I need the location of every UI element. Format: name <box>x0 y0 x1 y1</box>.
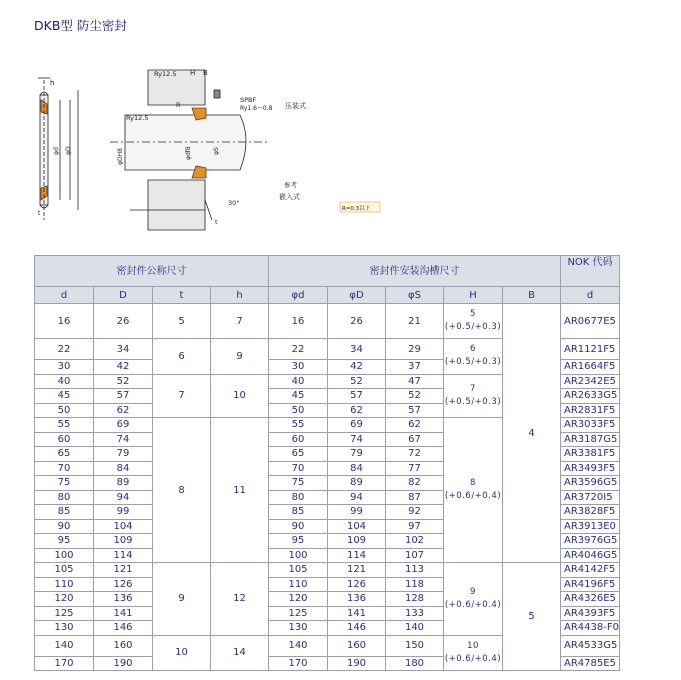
cell-code: AR0677E5 <box>561 304 620 339</box>
cell-code: AR2633G5 <box>561 389 620 404</box>
cell-pd: 110 <box>269 577 328 592</box>
cell-d: 125 <box>35 606 94 621</box>
cell-H <box>444 563 503 636</box>
dimension-table <box>34 255 620 671</box>
cell-pS: 180 <box>386 656 444 671</box>
cell-pd: 55 <box>269 418 328 433</box>
cell-pd: 16 <box>269 304 328 339</box>
dia-S-label: φS <box>213 147 220 155</box>
cell-pD: 74 <box>328 432 386 447</box>
cell-h: 14 <box>211 635 269 671</box>
cell-d: 140 <box>35 635 94 656</box>
cell-pD: 34 <box>328 339 386 360</box>
cell-D: 94 <box>94 490 153 505</box>
cell-d: 65 <box>35 447 94 462</box>
spbf-label: SPBF <box>240 96 257 104</box>
table-row <box>35 304 620 339</box>
cell-pS: 97 <box>386 519 444 534</box>
cell-d: 130 <box>35 621 94 636</box>
cell-pD: 42 <box>328 360 386 375</box>
cell-pD: 26 <box>328 304 386 339</box>
cell-d: 95 <box>35 534 94 549</box>
ref-label: 参考 <box>284 181 297 189</box>
cell-d: 75 <box>35 476 94 491</box>
cell-code: AR2342E5 <box>561 374 620 389</box>
cell-pD: 114 <box>328 548 386 563</box>
cell-t: 7 <box>153 374 211 418</box>
cell-D: 89 <box>94 476 153 491</box>
cell-H <box>444 635 503 671</box>
H-value: 8 <box>470 478 476 488</box>
cell-pD: 84 <box>328 461 386 476</box>
cell-pd: 85 <box>269 505 328 520</box>
cell-pS: 37 <box>386 360 444 375</box>
cell-pd: 100 <box>269 548 328 563</box>
cell-pd: 75 <box>269 476 328 491</box>
cell-code: AR3493F5 <box>561 461 620 476</box>
table-row <box>35 563 620 578</box>
cell-code: AR4393F5 <box>561 606 620 621</box>
cell-code: AR4046G5 <box>561 548 620 563</box>
cell-pS: 133 <box>386 606 444 621</box>
cell-pd: 90 <box>269 519 328 534</box>
cell-pS: 107 <box>386 548 444 563</box>
cell-t: 8 <box>153 418 211 563</box>
cell-D: 126 <box>94 577 153 592</box>
cell-code: AR3596G5 <box>561 476 620 491</box>
cell-code: AR4142F5 <box>561 563 620 578</box>
cell-pD: 69 <box>328 418 386 433</box>
cell-code: AR2831F5 <box>561 403 620 418</box>
col-header-pS: φS <box>386 287 444 304</box>
cell-D: 34 <box>94 339 153 360</box>
cell-pS: 113 <box>386 563 444 578</box>
roughness-inner-label: Ry12.5 <box>126 114 149 122</box>
cell-d: 60 <box>35 432 94 447</box>
cell-D: 146 <box>94 621 153 636</box>
cell-d: 50 <box>35 403 94 418</box>
cell-pD: 126 <box>328 577 386 592</box>
cell-D: 42 <box>94 360 153 375</box>
cell-t: 10 <box>153 635 211 671</box>
cell-h: 9 <box>211 339 269 375</box>
dim-h-label: h <box>50 79 55 87</box>
H-value: 5 <box>470 309 476 319</box>
cell-pD: 136 <box>328 592 386 607</box>
cell-pD: 160 <box>328 635 386 656</box>
cell-D: 52 <box>94 374 153 389</box>
col-header-h: h <box>211 287 269 304</box>
roughness-outer-label: Ry12.5 <box>154 70 177 78</box>
cell-code: AR3976G5 <box>561 534 620 549</box>
cell-B: 4 <box>503 304 561 563</box>
cell-pD: 94 <box>328 490 386 505</box>
seal-cross-section-drawing <box>30 60 390 240</box>
cell-D: 84 <box>94 461 153 476</box>
spbf-range-label: Ry1.6～0.8 <box>240 105 273 112</box>
cell-d: 110 <box>35 577 94 592</box>
cell-pS: 72 <box>386 447 444 462</box>
cell-pD: 99 <box>328 505 386 520</box>
H-value: 6 <box>470 344 476 355</box>
cell-H <box>444 374 503 418</box>
cell-pd: 80 <box>269 490 328 505</box>
cell-pd: 45 <box>269 389 328 404</box>
cell-d: 105 <box>35 563 94 578</box>
angle-label: 30° <box>228 199 240 207</box>
cell-code: AR3913E0 <box>561 519 620 534</box>
radius-R-label: R <box>176 101 181 109</box>
cell-d: 40 <box>35 374 94 389</box>
cell-h: 12 <box>211 563 269 636</box>
cell-D: 114 <box>94 548 153 563</box>
cell-d: 45 <box>35 389 94 404</box>
cell-t: 5 <box>153 304 211 339</box>
cell-D: 74 <box>94 432 153 447</box>
H-tolerance: (+0.5/+0.3) <box>444 396 502 407</box>
cell-pS: 29 <box>386 339 444 360</box>
cell-pd: 95 <box>269 534 328 549</box>
cell-code: AR4438-F0 <box>561 621 620 636</box>
cell-pd: 125 <box>269 606 328 621</box>
cell-code: AR4326E5 <box>561 592 620 607</box>
cell-pS: 118 <box>386 577 444 592</box>
cell-pd: 40 <box>269 374 328 389</box>
cell-pd: 65 <box>269 447 328 462</box>
cell-d: 22 <box>35 339 94 360</box>
cell-code: AR4196F5 <box>561 577 620 592</box>
cell-pd: 22 <box>269 339 328 360</box>
type-fit-label: 压装式 <box>285 102 306 110</box>
cell-D: 99 <box>94 505 153 520</box>
cell-pS: 150 <box>386 635 444 656</box>
cell-pd: 120 <box>269 592 328 607</box>
cell-code: AR3381F5 <box>561 447 620 462</box>
col-header-pd: φd <box>269 287 328 304</box>
cell-h: 10 <box>211 374 269 418</box>
cell-pd: 60 <box>269 432 328 447</box>
cell-D: 141 <box>94 606 153 621</box>
cell-h: 11 <box>211 418 269 563</box>
cell-code: AR3187G5 <box>561 432 620 447</box>
cell-d: 120 <box>35 592 94 607</box>
cell-d: 100 <box>35 548 94 563</box>
cell-pS: 52 <box>386 389 444 404</box>
cell-D: 104 <box>94 519 153 534</box>
cell-h: 7 <box>211 304 269 339</box>
cell-pd: 30 <box>269 360 328 375</box>
dia-df8-label: φdf8 <box>185 146 192 160</box>
cell-code: AR3033F5 <box>561 418 620 433</box>
H-tolerance: (+0.5/+0.3) <box>444 357 502 368</box>
cell-code: AR1664F5 <box>561 360 620 375</box>
H-tolerance: (+0.5/+0.3) <box>444 322 502 332</box>
H-value: 10 <box>467 640 479 651</box>
cell-pd: 70 <box>269 461 328 476</box>
cell-D: 62 <box>94 403 153 418</box>
cell-pD: 104 <box>328 519 386 534</box>
cell-pS: 128 <box>386 592 444 607</box>
group-header-nominal: 密封件公称尺寸 <box>35 256 269 287</box>
cell-D: 121 <box>94 563 153 578</box>
cell-code: AR1121F5 <box>561 339 620 360</box>
cell-D: 136 <box>94 592 153 607</box>
cell-D: 190 <box>94 656 153 671</box>
cell-d: 85 <box>35 505 94 520</box>
cell-pD: 109 <box>328 534 386 549</box>
col-header-pD: φD <box>328 287 386 304</box>
cell-d: 90 <box>35 519 94 534</box>
cell-code: AR4785E5 <box>561 656 620 671</box>
cell-pD: 79 <box>328 447 386 462</box>
cell-H <box>444 339 503 375</box>
cell-pD: 52 <box>328 374 386 389</box>
cell-pd: 105 <box>269 563 328 578</box>
cell-pd: 140 <box>269 635 328 656</box>
cell-pd: 50 <box>269 403 328 418</box>
cell-d: 170 <box>35 656 94 671</box>
cell-code: AR3828F5 <box>561 505 620 520</box>
dim-t-label-left: t <box>38 210 41 217</box>
cell-pS: 62 <box>386 418 444 433</box>
cell-pS: 82 <box>386 476 444 491</box>
type-snap-label: 嵌入式 <box>279 193 300 201</box>
cell-B: 5 <box>503 563 561 671</box>
H-tolerance: (+0.6/+0.4) <box>444 491 502 501</box>
cell-pS: 77 <box>386 461 444 476</box>
group-header-code: NOK 代码 <box>561 256 620 287</box>
cell-H <box>444 304 503 339</box>
col-header-H: H <box>444 287 503 304</box>
col-header-t: t <box>153 287 211 304</box>
col-header-d: d <box>35 287 94 304</box>
cell-pS: 92 <box>386 505 444 520</box>
cell-d: 80 <box>35 490 94 505</box>
cell-pS: 57 <box>386 403 444 418</box>
cell-t: 6 <box>153 339 211 375</box>
dim-H-label: H <box>190 69 196 77</box>
cell-pd: 130 <box>269 621 328 636</box>
cell-pD: 190 <box>328 656 386 671</box>
col-header-B: B <box>503 287 561 304</box>
cell-pD: 121 <box>328 563 386 578</box>
dia-D-label: φD <box>65 146 72 155</box>
cell-pd: 170 <box>269 656 328 671</box>
dia-d-label: φd <box>53 147 60 155</box>
dia-dh8-label: φDH8 <box>117 148 124 165</box>
dim-B-label: B <box>203 69 208 77</box>
cell-D: 160 <box>94 635 153 656</box>
page-title: DKB型 防尘密封 <box>34 18 127 33</box>
cell-D: 69 <box>94 418 153 433</box>
cell-d: 70 <box>35 461 94 476</box>
cell-pD: 57 <box>328 389 386 404</box>
dim-t-label: t <box>215 218 218 226</box>
cell-pS: 47 <box>386 374 444 389</box>
cell-D: 109 <box>94 534 153 549</box>
cell-pD: 141 <box>328 606 386 621</box>
col-header-code-d: d <box>561 287 620 304</box>
cell-code: AR3720I5 <box>561 490 620 505</box>
cell-D: 26 <box>94 304 153 339</box>
H-tolerance: (+0.6/+0.4) <box>444 653 502 664</box>
group-header-groove: 密封件安装沟槽尺寸 <box>269 256 561 287</box>
col-header-D: D <box>94 287 153 304</box>
H-value: 9 <box>470 586 476 597</box>
cell-pD: 146 <box>328 621 386 636</box>
cell-pD: 62 <box>328 403 386 418</box>
cell-D: 57 <box>94 389 153 404</box>
cell-d: 55 <box>35 418 94 433</box>
H-tolerance: (+0.6/+0.4) <box>444 599 502 610</box>
cell-pS: 67 <box>386 432 444 447</box>
note-box: R=0.3以下 <box>342 206 371 212</box>
cell-d: 30 <box>35 360 94 375</box>
cell-code: AR4533G5 <box>561 635 620 656</box>
cell-D: 79 <box>94 447 153 462</box>
cell-t: 9 <box>153 563 211 636</box>
cell-pS: 102 <box>386 534 444 549</box>
cell-pS: 21 <box>386 304 444 339</box>
H-value: 7 <box>470 383 476 394</box>
cell-H <box>444 418 503 563</box>
cell-pD: 89 <box>328 476 386 491</box>
cell-pS: 87 <box>386 490 444 505</box>
cell-pS: 140 <box>386 621 444 636</box>
cell-d: 16 <box>35 304 94 339</box>
